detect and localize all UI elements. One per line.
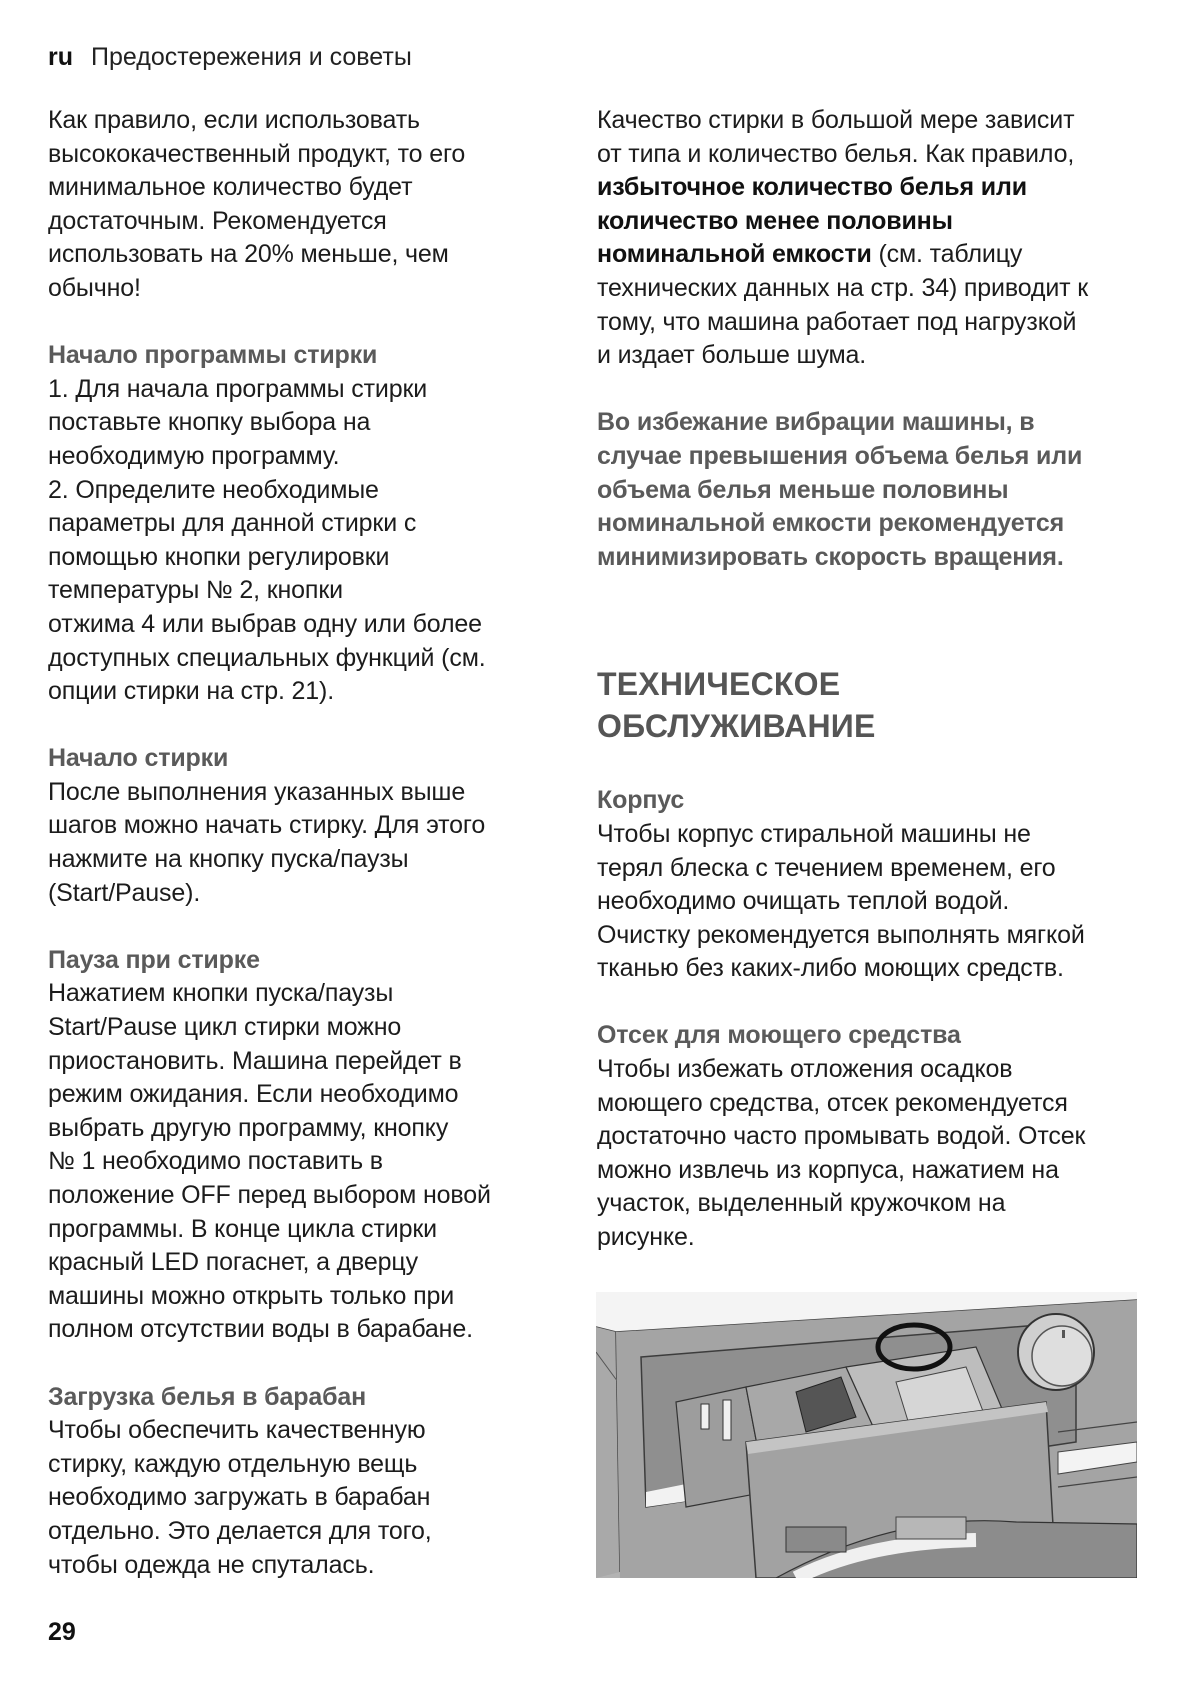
text-line: необходимо загружать в барабан	[48, 1483, 431, 1512]
text-line: использовать на 20% меньше, чем	[48, 240, 449, 269]
text-line: тому, что машина работает под нагрузкой	[597, 307, 1077, 336]
text-line: Как правило, если использовать	[48, 106, 420, 134]
left-column	[48, 104, 558, 1582]
text-line: технических данных на стр. 34) приводит к	[597, 273, 1089, 302]
bold-text-line: избыточное количество белья или	[597, 173, 1027, 202]
text-line: Чтобы избежать отложения осадков	[597, 1055, 1013, 1084]
text-line: № 1 необходимо поставить в	[48, 1147, 383, 1176]
text-line: можно извлечь из корпуса, нажатием на	[597, 1155, 1059, 1184]
text-line: от типа и количество белья. Как правило,	[597, 139, 1075, 168]
warning-line: объема белья меньше половины	[597, 475, 1009, 504]
text-line: терял блеска с течением временем, его	[597, 853, 1056, 882]
quality-paragraph	[597, 104, 1157, 373]
text-line: (Start/Pause).	[48, 878, 201, 907]
text-line: Чтобы корпус стиральной машины не	[597, 819, 1031, 848]
text-line: отжима 4 или выбрав одну или более	[48, 609, 482, 638]
warning-line: случае превышения объема белья или	[597, 441, 1083, 470]
text-line: Очистку рекомендуется выполнять мягкой	[597, 920, 1085, 949]
warning-line: номинальной емкости рекомендуется	[597, 509, 1065, 538]
text-line: достаточным. Рекомендуется	[48, 206, 387, 235]
bold-text: номинальной емкости	[597, 240, 872, 269]
text-line: программы. В конце цикла стирки	[48, 1214, 437, 1243]
intro-paragraph	[48, 104, 558, 306]
maintenance-title	[597, 663, 1157, 747]
section-program-start	[48, 339, 558, 709]
text-line: Чтобы обеспечить качественную	[48, 1416, 426, 1445]
text-line: необходимую программу.	[48, 441, 340, 470]
section-wash-pause	[48, 944, 558, 1347]
text-line: красный LED погаснет, а дверцу	[48, 1248, 418, 1277]
text-line: приостановить. Машина перейдет в	[48, 1046, 462, 1075]
text-line: высококачественный продукт, то его	[48, 139, 466, 168]
text-line: обычно!	[48, 273, 141, 302]
main-heading-line: ТЕХНИЧЕСКОЕ	[597, 666, 841, 703]
section-wash-start	[48, 742, 558, 910]
text-line: После выполнения указанных выше	[48, 777, 466, 806]
main-heading-line: ОБСЛУЖИВАНИЕ	[597, 708, 876, 745]
text-line: достаточно часто промывать водой. Отсек	[597, 1122, 1086, 1151]
text-line: рисунке.	[597, 1223, 695, 1252]
section-heading: Начало стирки	[48, 744, 229, 773]
text-line: участок, выделенный кружочком на	[597, 1189, 1006, 1218]
language-code: ru	[48, 43, 73, 71]
text-line: доступных специальных функций (см.	[48, 643, 486, 672]
text-line: чтобы одежда не спуталась.	[48, 1550, 375, 1579]
section-detergent-drawer	[597, 1019, 1157, 1254]
text-line: положение OFF перед выбором новой	[48, 1181, 491, 1209]
text-line: полном отсутствии воды в барабане.	[48, 1315, 473, 1344]
page-header	[48, 40, 412, 74]
text-line: нажмите на кнопку пуска/паузы	[48, 845, 409, 874]
bold-text-line: количество менее половины	[597, 206, 953, 235]
section-title: Предостережения и советы	[91, 43, 412, 71]
text-line: минимальное количество будет	[48, 173, 413, 202]
text-line: Качество стирки в большой мере зависит	[597, 106, 1075, 134]
section-heading: Загрузка белья в барабан	[48, 1382, 367, 1411]
warning-line: Во избежание вибрации машины, в	[597, 408, 1035, 437]
text-line: шагов можно начать стирку. Для этого	[48, 811, 486, 840]
text-line	[597, 238, 1157, 272]
text-line: поставьте кнопку выбора на	[48, 408, 371, 437]
warning-line: минимизировать скорость вращения.	[597, 542, 1064, 571]
text-line: режим ожидания. Если необходимо	[48, 1080, 459, 1109]
text-line: отдельно. Это делается для того,	[48, 1516, 432, 1545]
right-column	[597, 104, 1157, 1255]
text-line: температуры № 2, кнопки	[48, 576, 343, 605]
text-line: параметры для данной стирки с	[48, 509, 417, 538]
section-loading-laundry	[48, 1381, 558, 1583]
text-line: 2. Определите необходимые	[48, 475, 379, 504]
washing-machine-drawer-drawing	[596, 1292, 1137, 1578]
text-line: выбрать другую программу, кнопку	[48, 1113, 449, 1142]
text-line: и издает больше шума.	[597, 341, 867, 370]
section-housing	[597, 784, 1157, 986]
text-line: моющего средства, отсек рекомендуется	[597, 1088, 1068, 1117]
text-line: Нажатием кнопки пуска/паузы	[48, 979, 394, 1008]
text-line: помощью кнопки регулировки	[48, 542, 390, 571]
text-line: стирку, каждую отдельную вещь	[48, 1449, 418, 1478]
detergent-drawer-illustration	[596, 1292, 1137, 1578]
text-line: машины можно открыть только при	[48, 1281, 455, 1310]
section-heading: Пауза при стирке	[48, 945, 260, 974]
text-line: тканью без каких-либо моющих средств.	[597, 954, 1064, 983]
section-heading: Корпус	[597, 786, 685, 815]
text-line: опции стирки на стр. 21).	[48, 677, 335, 706]
text-line: необходимо очищать теплой водой.	[597, 887, 1010, 916]
section-heading: Начало программы стирки	[48, 341, 378, 370]
text-line: Start/Pause цикл стирки можно	[48, 1013, 402, 1042]
vibration-warning	[597, 406, 1157, 574]
section-heading: Отсек для моющего средства	[597, 1021, 961, 1050]
page-number: 29	[48, 1618, 76, 1646]
text: (см. таблицу	[871, 240, 1023, 269]
text-line: 1. Для начала программы стирки	[48, 374, 428, 403]
